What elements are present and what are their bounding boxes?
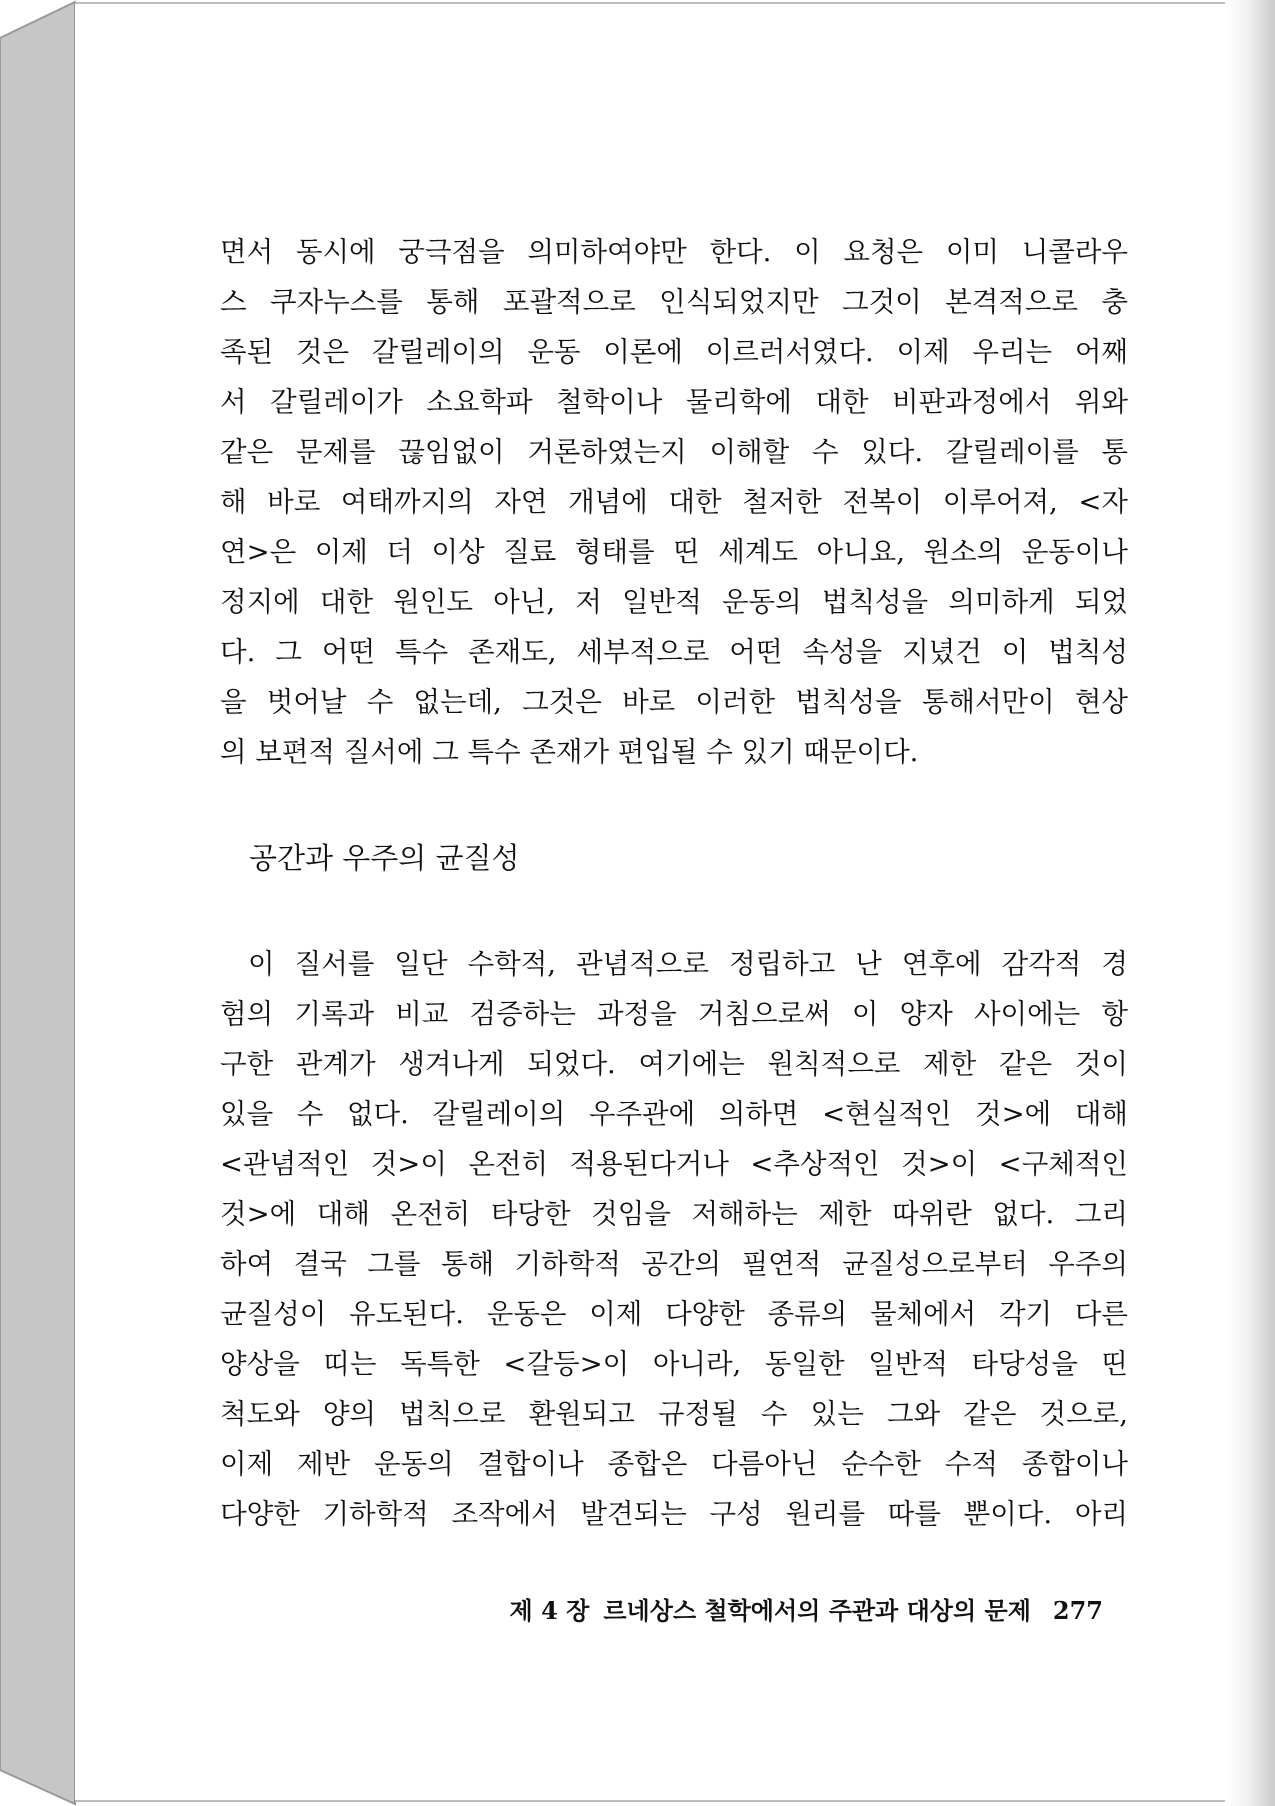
footer-title: 르네상스 철학에서의 주관과 대상의 문제	[603, 1596, 1031, 1625]
paragraph-1	[220, 227, 1128, 777]
page-number: 277	[1052, 1596, 1103, 1625]
book-spine	[0, 0, 80, 1806]
text-line: 구한 관계가 생겨나게 되었다. 여기에는 원칙적으로 제한 같은 것이	[220, 1048, 1128, 1080]
text-line: 족된 것은 갈릴레이의 운동 이론에 이르러서였다. 이제 우리는 어째	[220, 336, 1128, 368]
text-line: <관념적인 것>이 온전히 적용된다거나 <추상적인 것>이 <구체적인	[220, 1148, 1128, 1180]
text-line: 같은 문제를 끊임없이 거론하였는지 이해할 수 있다. 갈릴레이를 통	[220, 436, 1128, 468]
text-line: 것>에 대해 온전히 타당한 것임을 저해하는 제한 따위란 없다. 그리	[220, 1198, 1128, 1230]
text-line: 험의 기록과 비교 검증하는 과정을 거침으로써 이 양자 사이에는 항	[220, 998, 1128, 1030]
text-line: 있을 수 없다. 갈릴레이의 우주관에 의하면 <현실적인 것>에 대해	[220, 1098, 1128, 1130]
text-line: 균질성이 유도된다. 운동은 이제 다양한 종류의 물체에서 각기 다른	[220, 1298, 1128, 1330]
paragraph-2	[220, 939, 1128, 1539]
footer-chapter: 제 4 장	[509, 1596, 590, 1625]
text-line: 양상을 띠는 독특한 <갈등>이 아니라, 동일한 일반적 타당성을 띤	[220, 1348, 1128, 1380]
text-line: 서 갈릴레이가 소요학파 철학이나 물리학에 대한 비판과정에서 위와	[220, 386, 1128, 418]
running-footer	[510, 1591, 1103, 1631]
text-line: 다. 그 어떤 특수 존재도, 세부적으로 어떤 속성을 지녔건 이 법칙성	[220, 636, 1128, 668]
text-line: 면서 동시에 궁극점을 의미하여야만 한다. 이 요청은 이미 니콜라우	[220, 236, 1128, 268]
text-line: 척도와 양의 법칙으로 환원되고 규정될 수 있는 그와 같은 것으로,	[220, 1398, 1128, 1430]
section-heading: 공간과 우주의 균질성	[249, 841, 520, 875]
text-line: 정지에 대한 원인도 아닌, 저 일반적 운동의 법칙성을 의미하게 되었	[220, 586, 1128, 618]
text-line: 스 쿠자누스를 통해 포괄적으로 인식되었지만 그것이 본격적으로 충	[220, 286, 1128, 318]
text-line: 의 보편적 질서에 그 특수 존재가 편입될 수 있기 때문이다.	[220, 736, 919, 768]
text-line: 을 벗어날 수 없는데, 그것은 바로 이러한 법칙성을 통해서만이 현상	[220, 686, 1128, 718]
text-line: 이 질서를 일단 수학적, 관념적으로 정립하고 난 연후에 감각적 경	[248, 948, 1128, 980]
text-line: 해 바로 여태까지의 자연 개념에 대한 철저한 전복이 이루어져, <자	[220, 486, 1128, 518]
text-line: 이제 제반 운동의 결합이나 종합은 다름아닌 순수한 수적 종합이나	[220, 1448, 1128, 1480]
text-line: 연>은 이제 더 이상 질료 형태를 띤 세계도 아니요, 원소의 운동이나	[220, 536, 1128, 568]
text-line: 다양한 기하학적 조작에서 발견되는 구성 원리를 따를 뿐이다. 아리	[220, 1498, 1128, 1530]
text-line: 하여 결국 그를 통해 기하학적 공간의 필연적 균질성으로부터 우주의	[220, 1248, 1128, 1280]
page-edge-shadow	[1225, 0, 1275, 1806]
